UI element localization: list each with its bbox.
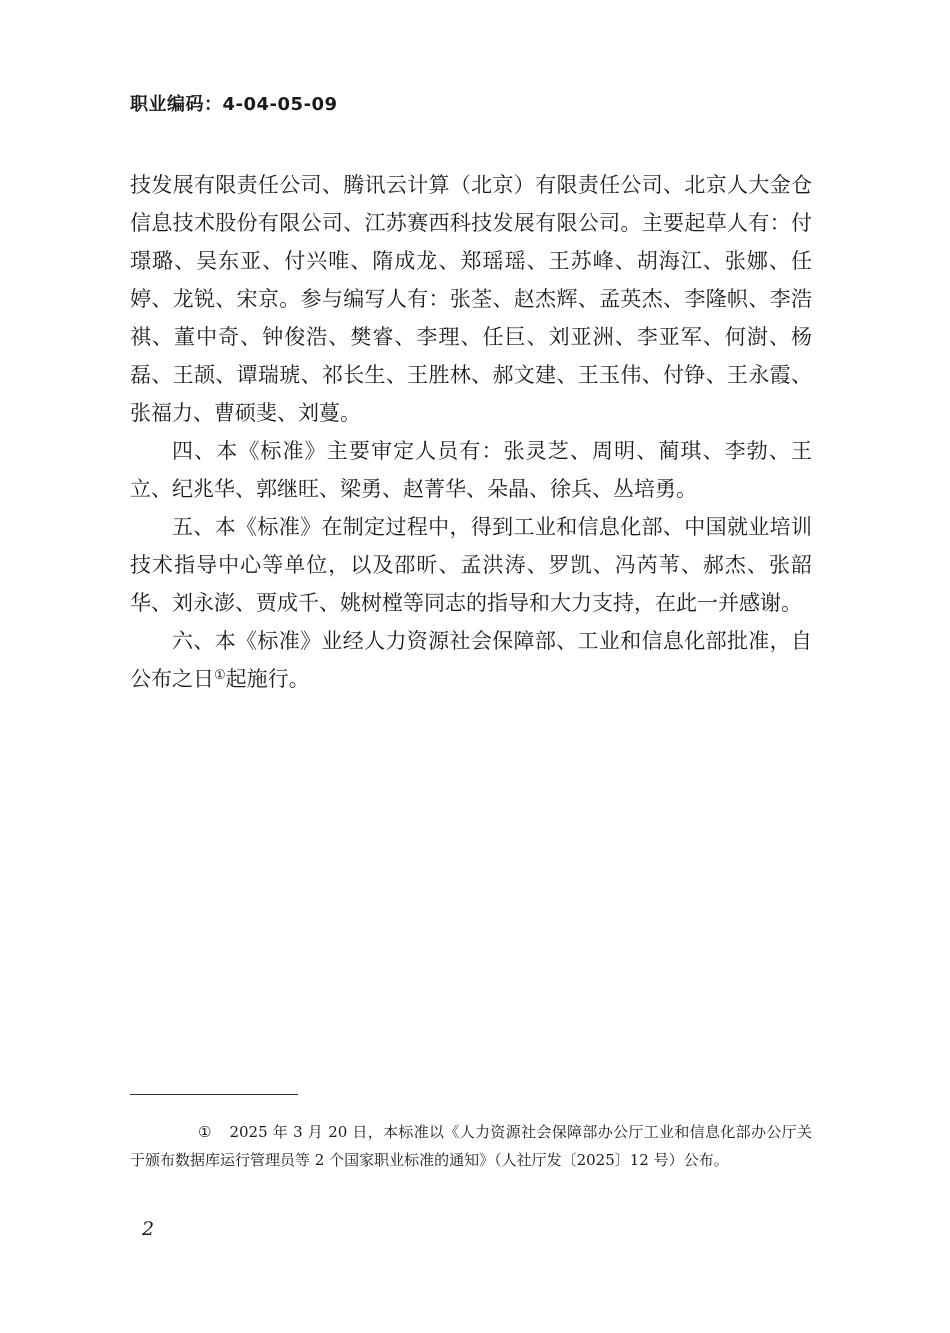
paragraph-effective-date: [130, 622, 812, 698]
main-text: [130, 166, 812, 698]
page-number: 2: [142, 1218, 155, 1240]
footnote-reference[interactable]: ①: [214, 668, 226, 683]
footnote-text: 2025 年 3 月 20 日，本标准以《人力资源社会保障部办公厅工业和信息化部办公厅关于颁布数据库运行管理员等 2 个国家职业标准的通知》（人社厅发〔2025〕12 号）公布。: [130, 1123, 812, 1169]
paragraph-acknowledgements: 五、本《标准》在制定过程中，得到工业和信息化部、中国就业培训技术指导中心等单位，以及邵昕、孟洪涛、罗凯、冯芮苇、郝杰、张韶华、刘永澎、贾成千、姚树樘等同志的指导和大力支持，在此一并感谢。: [130, 515, 812, 615]
paragraph-drafters: 技发展有限责任公司、腾讯云计算（北京）有限责任公司、北京人大金仓信息技术股份有限公司、江苏赛西科技发展有限公司。主要起草人有：付璟璐、吴东亚、付兴唯、隋成龙、郑瑶瑶、王苏峰、胡海江、张娜、任婷、龙锐、宋京。参与编写人有：张荃、赵杰辉、孟英杰、李隆帜、李浩祺、董中奇、钟俊浩、樊睿、李理、任巨、刘亚洲、李亚军、何澍、杨磊、王颉、谭瑞琥、祁长生、王胜林、郝文建、王玉伟、付铮、王永霞、张福力、曹硕斐、刘蔓。: [130, 173, 812, 425]
footnote-divider: [130, 1094, 298, 1095]
effective-date-text-end: 起施行。: [225, 667, 310, 691]
occupation-code-header: 职业编码：4-04-05-09: [130, 94, 338, 115]
footnote: [130, 1118, 812, 1174]
paragraph-reviewers: 四、本《标准》主要审定人员有：张灵芝、周明、蔺琪、李勃、王立、纪兆华、郭继旺、梁勇、赵菁华、朵晶、徐兵、丛培勇。: [130, 439, 812, 501]
footnote-number: ①: [198, 1123, 212, 1141]
effective-date-text: 六、本《标准》业经人力资源社会保障部、工业和信息化部批准，自公布之日: [130, 629, 812, 691]
